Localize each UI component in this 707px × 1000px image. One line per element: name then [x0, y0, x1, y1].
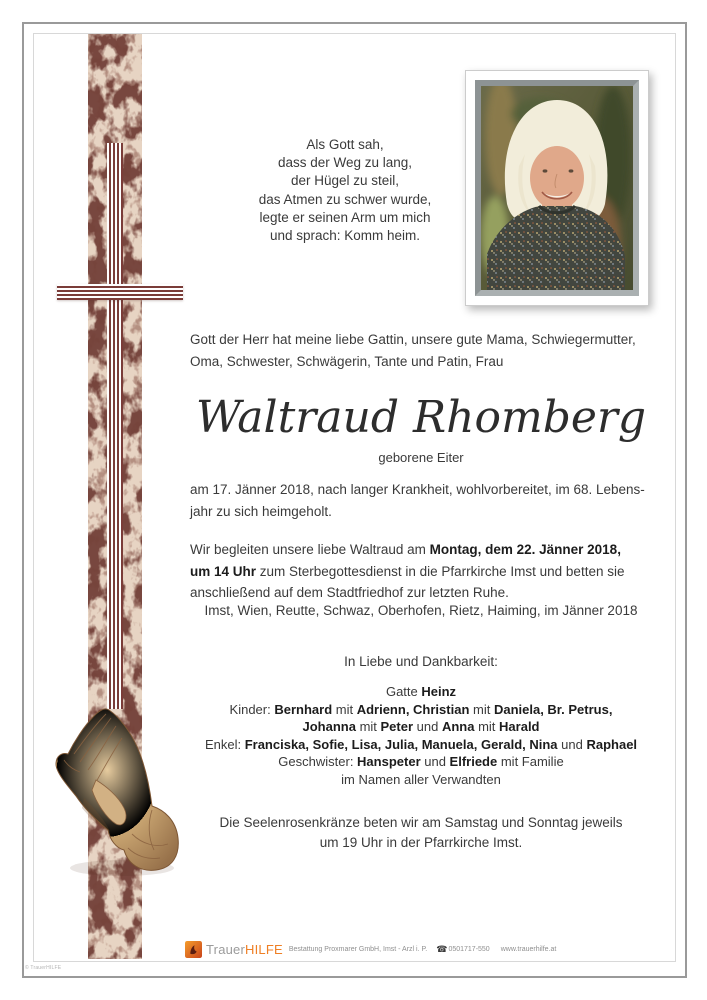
copyright-note: © TrauerHILFE	[25, 965, 62, 971]
cities-date-line: Imst, Wien, Reutte, Schwaz, Oberhofen, Rietz, Haiming, im Jänner 2018	[204, 603, 638, 618]
intro-text: Gott der Herr hat meine liebe Gattin, unsere gute Mama, Schwiegermutter, Oma, Schwester, Schwägerin, Tante und Patin, Frau	[190, 332, 636, 369]
phone-line	[436, 944, 489, 955]
family-list: Gatte Heinz Kinder: Bernhard mit Adrienn, Christian mit Daniela, Br. Petrus, Johanna mit Peter und Anna mit Harald Enkel: Franciska, Sofie, Lisa, Julia, Manuela, Gerald, Nina und Raphael Geschwister: Hanspeter und Elfriede mit Familie im Namen aller Verwandten	[204, 684, 638, 787]
footer	[185, 941, 556, 958]
poem: Als Gott sah, dass der Weg zu lang, der Hügel zu steil, das Atmen zu schwer wurde, legte er seinen Arm um mich und sprach: Komm heim.	[258, 137, 432, 244]
phone-number: 0501717-550	[448, 946, 490, 953]
website-url: www.trauerhilfe.at	[500, 946, 557, 953]
rosary-notice: Die Seelenrosenkränze beten wir am Samstag und Sonntag jeweils um 19 Uhr in der Pfarrkirche Imst.	[219, 815, 623, 850]
phone-icon: ☎	[436, 944, 448, 954]
deceased-name: Waltraud Rhomberg	[195, 392, 647, 443]
brand-hilfe: HILFE	[245, 942, 283, 957]
cross-horizontal-band	[57, 284, 183, 300]
cross-vertical-band	[107, 143, 123, 709]
trauerhilfe-logo-icon	[185, 941, 202, 958]
brand-trauer: Trauer	[206, 942, 246, 957]
brand-name	[206, 942, 283, 957]
company-line: Bestattung Proxmarer GmbH, Imst - Arzl i. P.	[288, 946, 428, 953]
gratitude-line: In Liebe und Dankbarkeit:	[344, 654, 498, 669]
funeral-details-text: Wir begleiten unsere liebe Waltraud am Montag, dem 22. Jänner 2018, um 14 Uhr zum Sterbegottesdienst in die Pfarrkirche Imst und betten sie anschließend auf dem Stadtfriedhof zur letzten Ruhe.	[190, 542, 625, 600]
portrait-photo	[481, 86, 633, 290]
maiden-name-note: geborene Eiter	[378, 450, 464, 465]
death-notice-text: am 17. Jänner 2018, nach langer Krankheit, wohlvorbereitet, im 68. Lebens- jahr zu sich heimgeholt.	[190, 482, 645, 519]
